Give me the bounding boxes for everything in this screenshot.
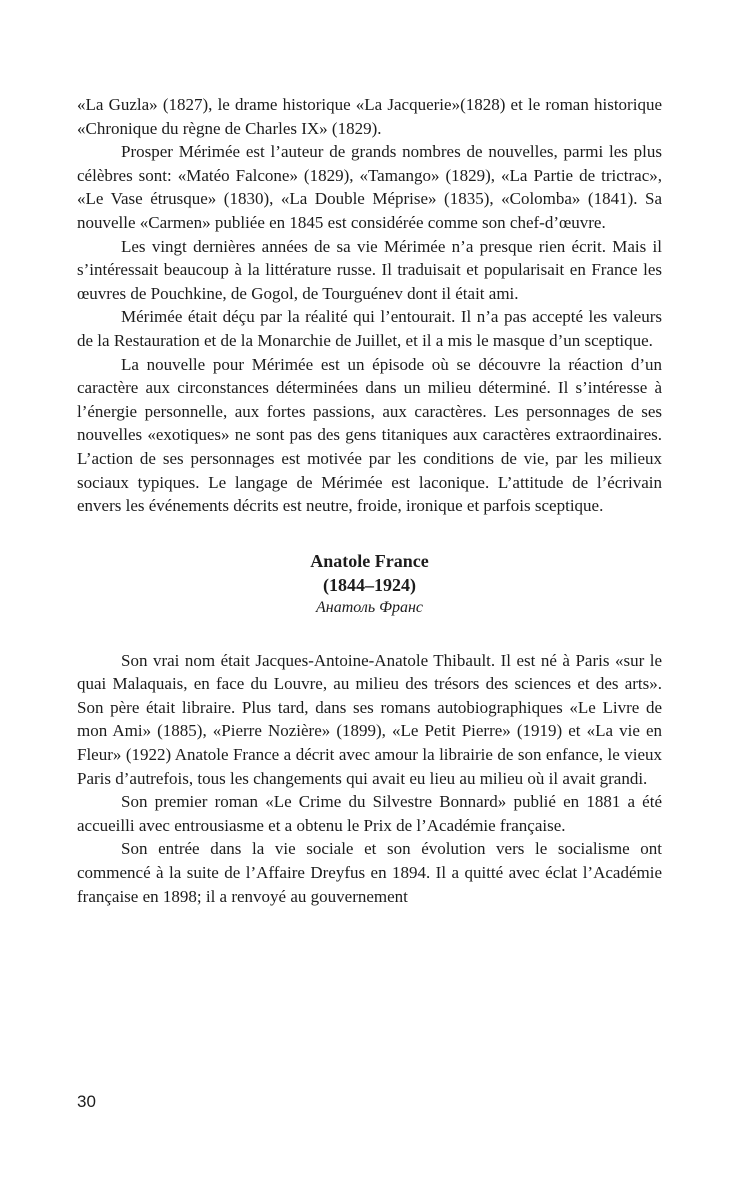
section-anatole-france xyxy=(77,649,662,909)
paragraph: Son premier roman «Le Crime du Silvestre Bonnard» publié en 1881 a été accueilli avec entrousiasme et a obtenu le Prix de l’Académie française. xyxy=(77,792,662,835)
paragraph: Son vrai nom était Jacques-Antoine-Anatole Thibault. Il est né à Paris «sur le quai Malaquais, en face du Louvre, au milieu des trésors des sciences et des arts». Son père était libraire. Plus tard, dans ses romans autobiographiques «Le Livre de mon Ami» (1885), «Pierre Nozière» (1899), «Le Petit Pierre» (1919) et «La vie en Fleur» (1922) Anatole France a décrit avec amour la librairie de son enfance, le vieux Paris d’autrefois, tous les changements qui avait eu lieu au milieu où il avait grandi. xyxy=(77,650,662,788)
section-heading xyxy=(77,549,662,619)
paragraph: Mérimée était déçu par la réalité qui l’entourait. Il n’a pas accepté les valeurs de la Restauration et de la Monarchie de Juillet, et il a mis le masque d’un sceptique. xyxy=(77,307,662,350)
paragraph: Prosper Mérimée est l’auteur de grands nombres de nouvelles, parmi les plus célèbres sont: «Matéo Falcone» (1829), «Tamango» (1829), «La Partie de trictrac», «Le Vase étrusque» (1830), «La Double Méprise» (1835), «Colomba» (1841). Sa nouvelle «Carmen» publiée en 1845 est considérée comme son chef-d’œuvre. xyxy=(77,142,662,232)
page-content xyxy=(77,93,662,908)
paragraph: Son entrée dans la vie sociale et son évolution vers le socialisme ont commencé à la suite de l’Affaire Dreyfus en 1894. Il a quitté avec éclat l’Académie française en 1898; il a renvoyé au gouvernement xyxy=(77,839,662,906)
author-name: Anatole France xyxy=(310,550,429,571)
paragraph: «La Guzla» (1827), le drame historique «La Jacquerie»(1828) et le roman historique «Chronique du règne de Charles IX» (1829). xyxy=(77,95,662,138)
paragraph: Les vingt dernières années de sa vie Mérimée n’a presque rien écrit. Mais il s’intéressait beaucoup à la littérature russe. Il traduisait et popularisait en France les œuvres de Pouchkine, de Gogol, de Tourguénev dont il était ami. xyxy=(77,236,662,303)
author-dates: (1844–1924) xyxy=(323,574,416,595)
section-merimee xyxy=(77,93,662,518)
paragraph: La nouvelle pour Mérimée est un épisode où se découvre la réaction d’un caractère aux circonstances déterminées dans un milieu déterminé. Il s’intéresse à l’énergie personnelle, aux fortes passions, aux caractères. Les personnages de ses nouvelles «exotiques» ne sont pas des gens titaniques aux caractères extraordinaires. L’action de ses personnages est motivée par les conditions de vie, par les milieux sociaux typiques. Le langage de Mérimée est laconique. L’attitude de l’écrivain envers les événements décrits est neutre, froide, ironique et parfois sceptique. xyxy=(77,354,662,516)
page-number: 30 xyxy=(77,1092,96,1111)
author-name-russian: Анатоль Франс xyxy=(315,598,424,616)
